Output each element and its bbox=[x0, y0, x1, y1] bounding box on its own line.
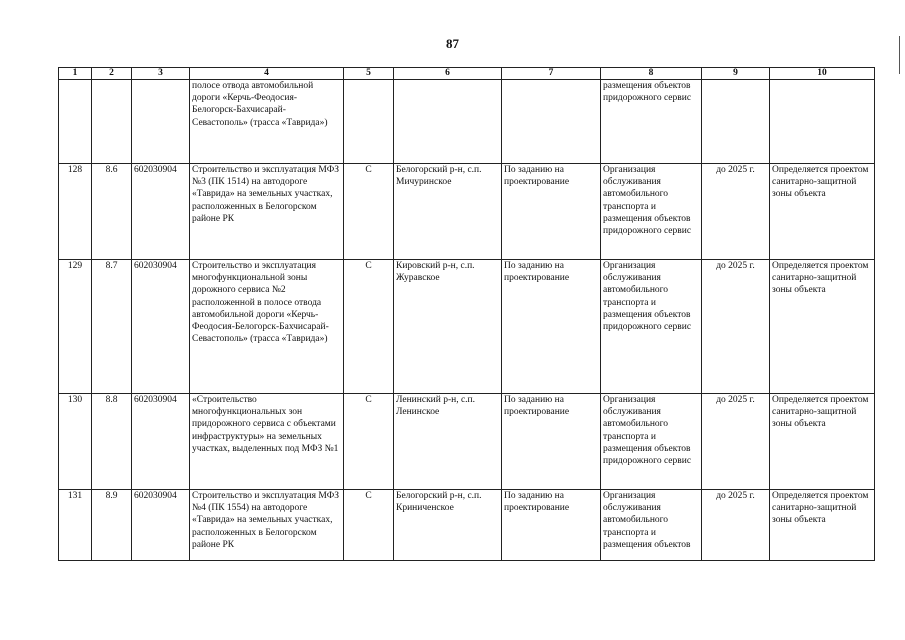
table-row bbox=[59, 260, 875, 394]
deadline: до 2025 г. bbox=[702, 394, 770, 490]
row-number: 130 bbox=[59, 394, 92, 490]
column-header: 10 bbox=[770, 68, 875, 80]
protection-zone: Определяется проектом санитарно-защитной зоны объекта bbox=[770, 490, 875, 561]
protection-zone: Определяется проектом санитарно-защитной зоны объекта bbox=[770, 164, 875, 260]
row-number: 128 bbox=[59, 164, 92, 260]
column-header: 2 bbox=[92, 68, 132, 80]
location: Кировский р-н, с.п. Журавское bbox=[394, 260, 502, 394]
table-row bbox=[59, 164, 875, 260]
location: Ленинский р-н, с.п. Ленинское bbox=[394, 394, 502, 490]
continuation-row bbox=[59, 80, 875, 164]
deadline: до 2025 г. bbox=[702, 260, 770, 394]
location: Белогорский р-н, с.п. Криниченское bbox=[394, 490, 502, 561]
okof-code: 602030904 bbox=[132, 490, 190, 561]
column-header: 5 bbox=[344, 68, 394, 80]
purpose: Организация обслуживания автомобильного транспорта и размещения объектов bbox=[601, 490, 702, 561]
row-number: 129 bbox=[59, 260, 92, 394]
empty-cell bbox=[702, 80, 770, 164]
deadline: до 2025 г. bbox=[702, 490, 770, 561]
basis: По заданию на проектирование bbox=[502, 490, 601, 561]
object-name: «Строительство многофункциональных зон придорожного сервиса с объектами инфраструктуры» на земельных участках, выделенных под МФЗ №1 bbox=[190, 394, 344, 490]
empty-cell bbox=[394, 80, 502, 164]
okof-code: 602030904 bbox=[132, 260, 190, 394]
item-code: 8.8 bbox=[92, 394, 132, 490]
object-name: Строительство и эксплуатация многофункциональной зоны дорожного сервиса №2 расположенной в полосе отвода автомобильной дороги «Керчь-Феодосия-Белогорск-Бахчисарай-Севастополь» (трасса «Таврида») bbox=[190, 260, 344, 394]
column-number-row bbox=[59, 68, 875, 80]
column-header: 8 bbox=[601, 68, 702, 80]
protection-zone: Определяется проектом санитарно-защитной зоны объекта bbox=[770, 394, 875, 490]
item-code: 8.6 bbox=[92, 164, 132, 260]
purpose: Организация обслуживания автомобильного транспорта и размещения объектов придорожного сервис bbox=[601, 164, 702, 260]
column-header: 7 bbox=[502, 68, 601, 80]
object-name: Строительство и эксплуатация МФЗ №4 (ПК 1554) на автодороге «Таврида» на земельных участках, расположенных в Белогорском районе РК bbox=[190, 490, 344, 561]
object-type: С bbox=[344, 394, 394, 490]
table-row bbox=[59, 394, 875, 490]
basis: По заданию на проектирование bbox=[502, 260, 601, 394]
purpose-continued: размещения объектов придорожного сервис bbox=[601, 80, 702, 164]
object-type: С bbox=[344, 164, 394, 260]
item-code: 8.7 bbox=[92, 260, 132, 394]
empty-cell bbox=[59, 80, 92, 164]
object-name: Строительство и эксплуатация МФЗ №3 (ПК 1514) на автодороге «Таврида» на земельных участках, расположенных в Белогорском районе РК bbox=[190, 164, 344, 260]
basis: По заданию на проектирование bbox=[502, 394, 601, 490]
protection-zone: Определяется проектом санитарно-защитной зоны объекта bbox=[770, 260, 875, 394]
table-row bbox=[59, 490, 875, 561]
column-header: 6 bbox=[394, 68, 502, 80]
object-name-continued: полосе отвода автомобильной дороги «Керчь-Феодосия-Белогорск-Бахчисарай-Севастополь» (трасса «Таврида») bbox=[190, 80, 344, 164]
purpose: Организация обслуживания автомобильного транспорта и размещения объектов придорожного сервис bbox=[601, 394, 702, 490]
purpose: Организация обслуживания автомобильного транспорта и размещения объектов придорожного сервис bbox=[601, 260, 702, 394]
column-header: 1 bbox=[59, 68, 92, 80]
page-number: 87 bbox=[446, 36, 459, 51]
okof-code: 602030904 bbox=[132, 164, 190, 260]
empty-cell bbox=[770, 80, 875, 164]
column-header: 4 bbox=[190, 68, 344, 80]
row-number: 131 bbox=[59, 490, 92, 561]
empty-cell bbox=[502, 80, 601, 164]
deadline: до 2025 г. bbox=[702, 164, 770, 260]
object-type: С bbox=[344, 490, 394, 561]
scan-edge-mark bbox=[899, 36, 900, 74]
empty-cell bbox=[132, 80, 190, 164]
register-table bbox=[58, 67, 875, 561]
location: Белогорский р-н, с.п. Мичуринское bbox=[394, 164, 502, 260]
column-header: 9 bbox=[702, 68, 770, 80]
empty-cell bbox=[92, 80, 132, 164]
column-header: 3 bbox=[132, 68, 190, 80]
basis: По заданию на проектирование bbox=[502, 164, 601, 260]
okof-code: 602030904 bbox=[132, 394, 190, 490]
empty-cell bbox=[344, 80, 394, 164]
item-code: 8.9 bbox=[92, 490, 132, 561]
object-type: С bbox=[344, 260, 394, 394]
